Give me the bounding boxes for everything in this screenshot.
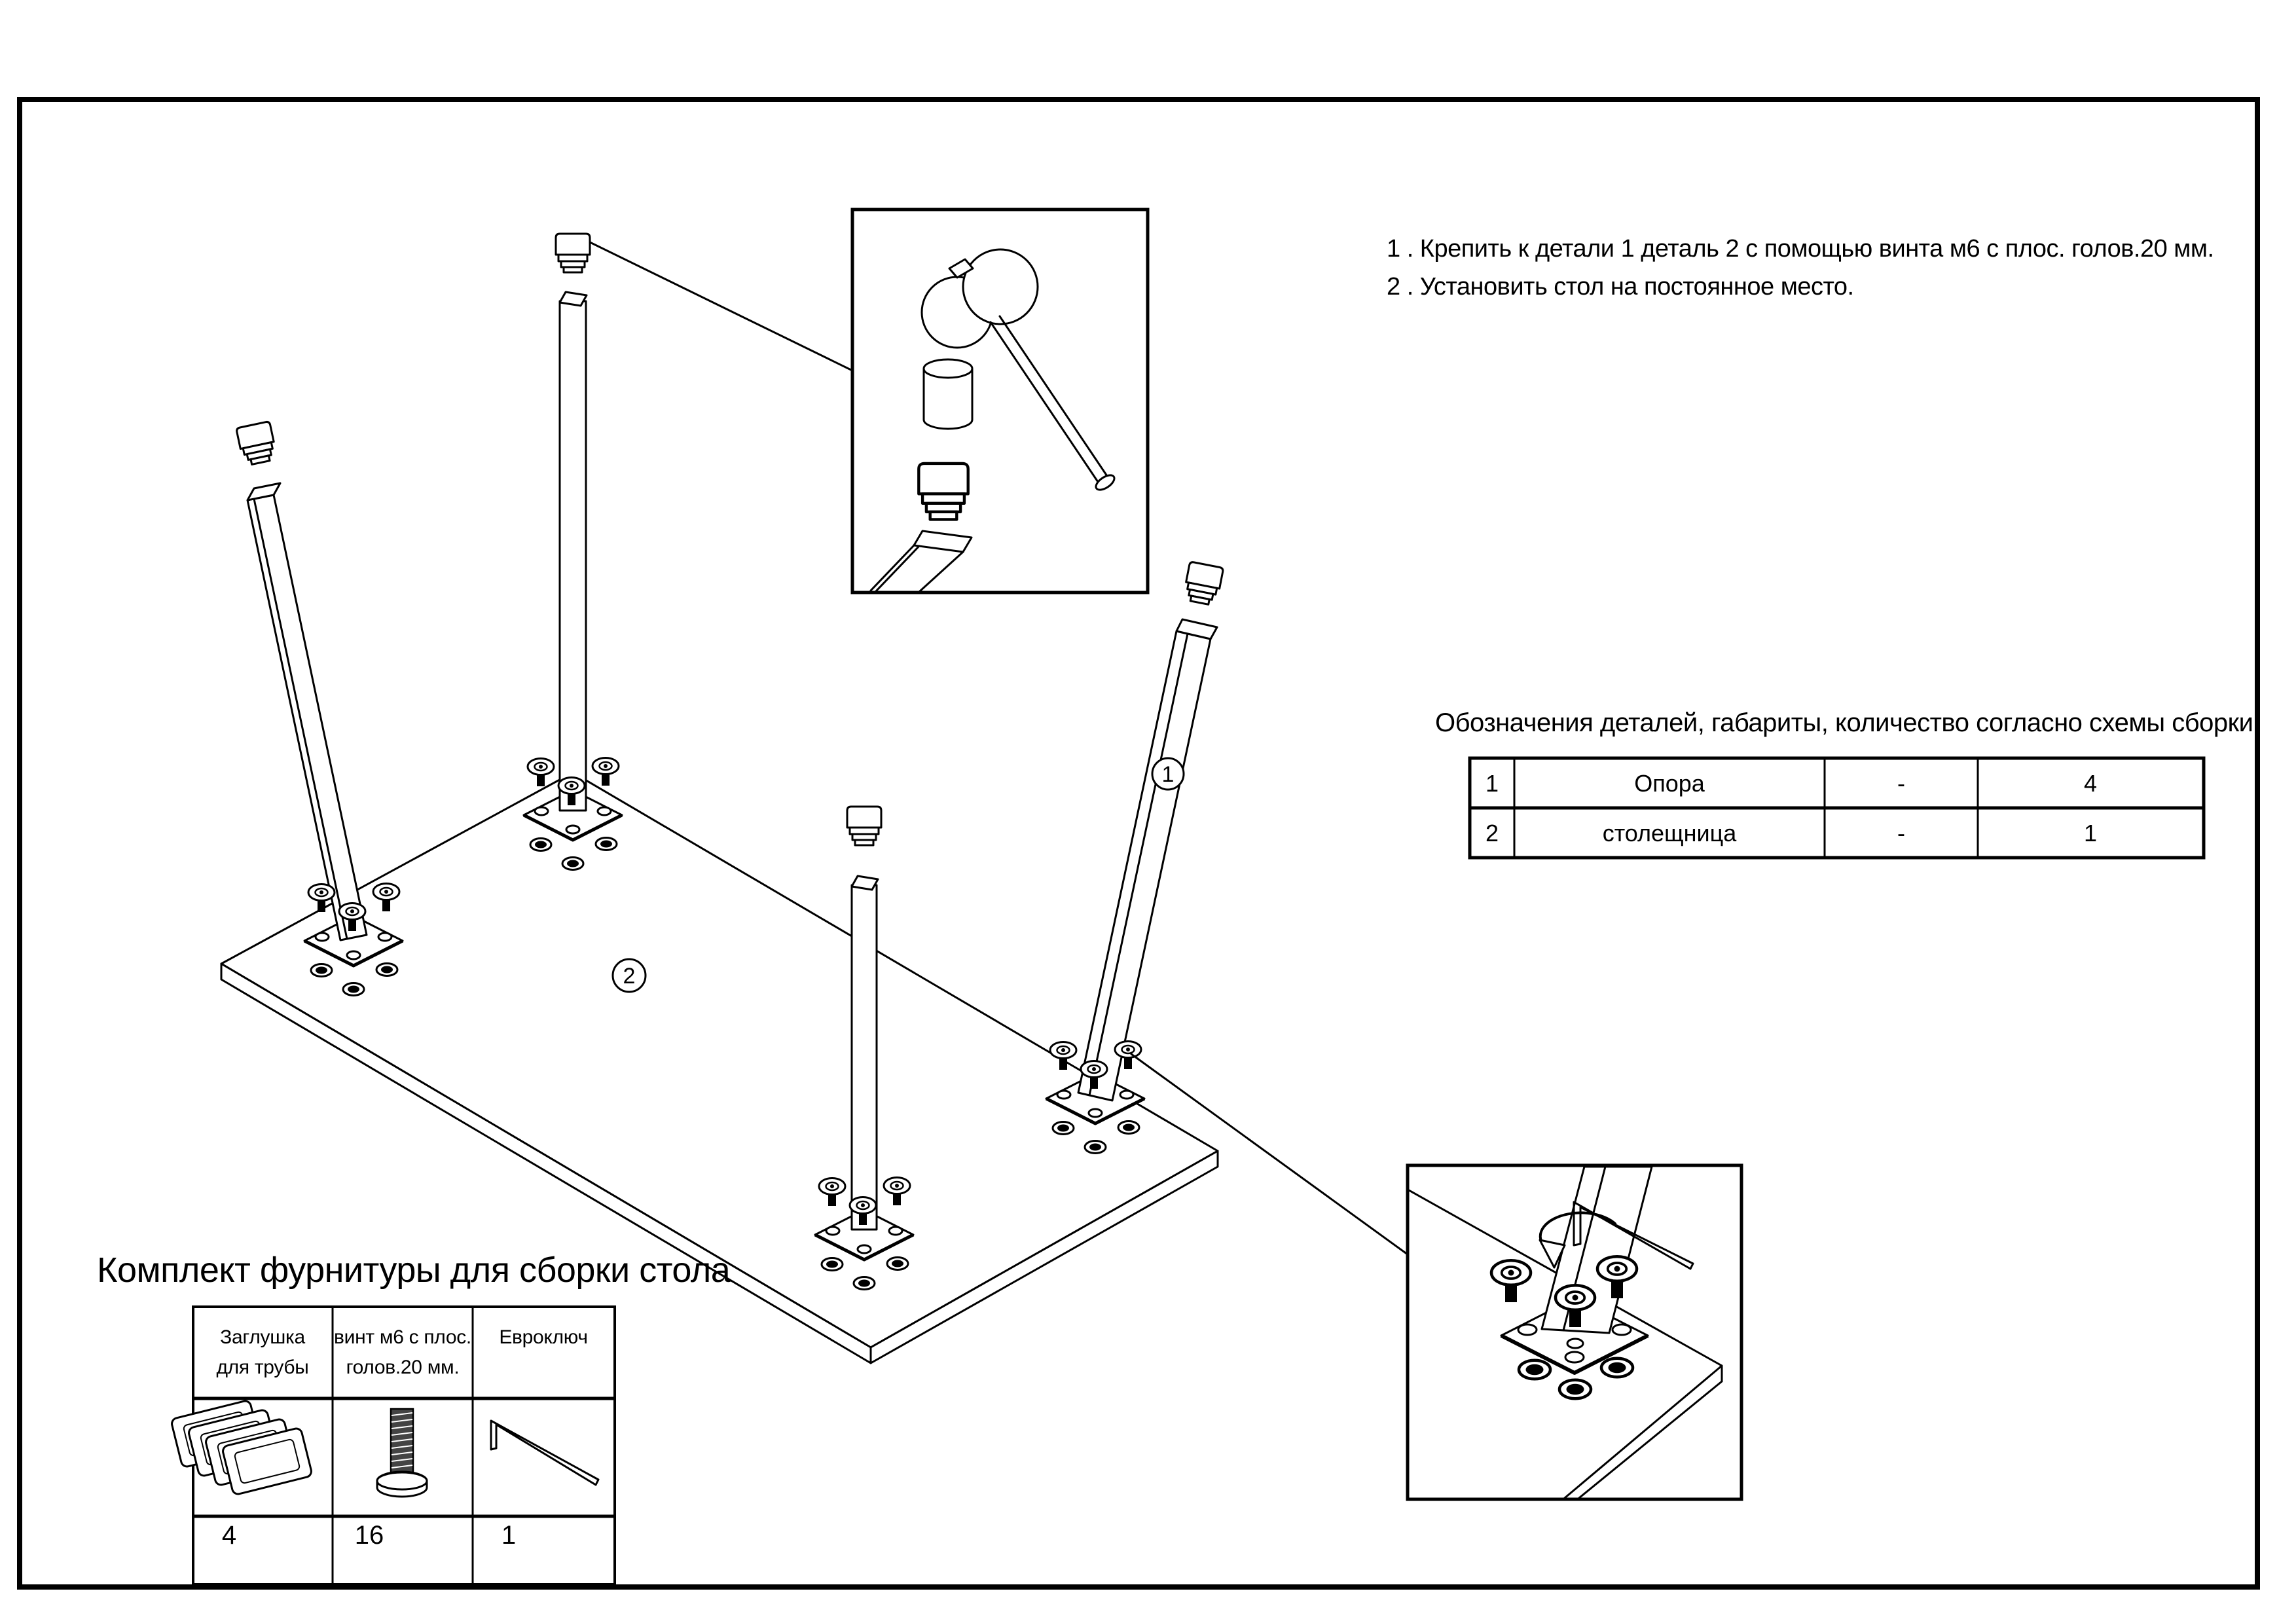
row1-qty: 4	[2083, 770, 2098, 797]
hw-col1-label-1: Заглушка	[220, 1326, 305, 1348]
row2-dims: -	[1897, 820, 1905, 847]
row1-name: Опора	[1634, 770, 1705, 797]
leg-right	[1046, 562, 1224, 1154]
detail-callout-cap	[852, 210, 1148, 593]
part-callout-1	[1152, 758, 1184, 790]
row2-name: столещница	[1602, 820, 1737, 847]
hw-col1-label-2: для трубы	[216, 1357, 309, 1378]
parts-table-row	[1485, 820, 2097, 847]
hex-key-icon	[491, 1421, 598, 1485]
cylinder-cap-icon	[924, 359, 972, 429]
hw-col3-qty: 1	[501, 1521, 517, 1550]
tube-cap-icon	[1182, 562, 1223, 606]
row2-num: 2	[1485, 820, 1499, 847]
leg-back	[524, 234, 622, 870]
tube-cap-icon	[236, 421, 278, 466]
row2-qty: 1	[2083, 820, 2098, 847]
parts-table	[1435, 708, 2253, 858]
part1-label: 1	[1161, 762, 1175, 787]
hw-col1-qty: 4	[221, 1521, 237, 1550]
hardware-table	[97, 1250, 731, 1584]
insert-hole	[1601, 1359, 1633, 1377]
instructions-note	[1387, 235, 2214, 301]
tube-cap-icon	[556, 234, 590, 272]
instruction-line-2: 2 . Установить стол на постоянное место.	[1387, 273, 1854, 301]
parts-table-row	[1485, 770, 2097, 797]
row1-dims: -	[1897, 770, 1905, 797]
screw-icon	[377, 1409, 427, 1497]
part2-label: 2	[623, 964, 636, 989]
parts-table-title: Обозначения деталей, габариты, количество согласно схемы сборки	[1435, 708, 2253, 737]
tube-cap-icon	[847, 807, 881, 845]
detail-callout-fastening	[1408, 1165, 1741, 1499]
hw-col2-label-2: голов.20 мм.	[346, 1357, 460, 1378]
part-callout-2	[613, 959, 646, 992]
hw-col2-qty: 16	[354, 1521, 384, 1550]
row1-num: 1	[1485, 770, 1499, 797]
tube-cap-icon	[919, 464, 968, 520]
hardware-table-title: Комплект фурнитуры для сборки стола	[97, 1250, 731, 1290]
instruction-line-1: 1 . Крепить к детали 1 деталь 2 с помощью винта м6 с плос. голов.20 мм.	[1387, 235, 2214, 263]
insert-hole	[1559, 1380, 1591, 1399]
leader-line-cap-detail	[590, 242, 852, 371]
hw-col3-label-1: Евроключ	[499, 1326, 588, 1348]
insert-hole	[1519, 1360, 1550, 1379]
hw-col2-label-1: винт м6 с плос.	[334, 1326, 471, 1348]
